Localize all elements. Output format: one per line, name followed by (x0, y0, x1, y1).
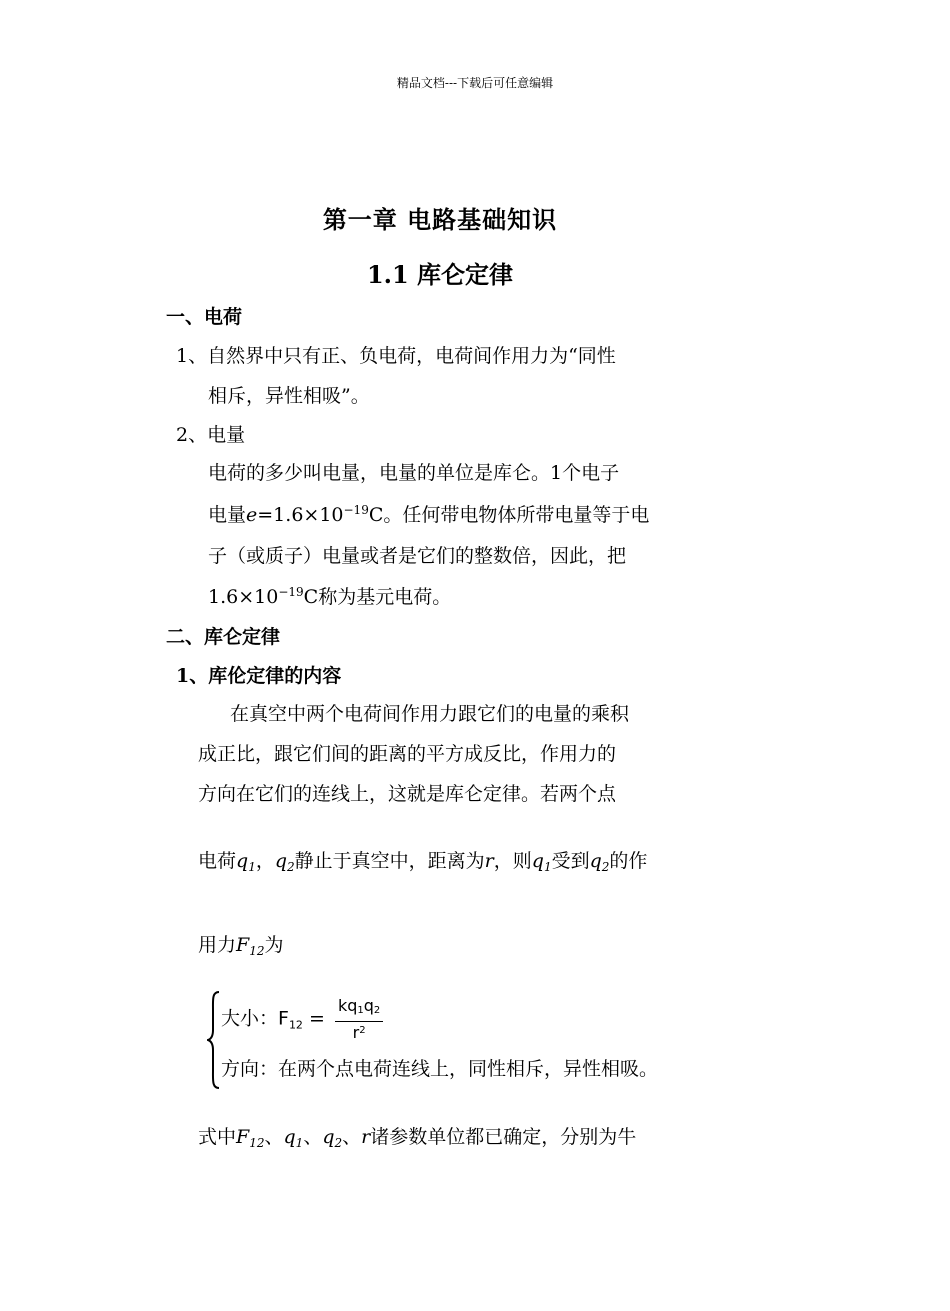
heading-coulomb-law: 二、库仑定律 (166, 626, 281, 648)
para-line3: 方向在它们的连线上，这就是库仑定律。若两个点 (198, 783, 617, 805)
subheading-law-content: 1、库伦定律的内容 (176, 665, 342, 687)
item2-line1: 电荷的多少叫电量，电量的单位是库仑。1个电子 (208, 462, 620, 484)
item2-line4: $1.6\times 10^{-19}C$称为基元电荷。 (208, 585, 452, 608)
para-line6: 式中$F_{12}$、$q_1$、$q_2$、r诸参数单位都已确定，分别为牛 (198, 1126, 637, 1150)
para-line1: 在真空中两个电荷间作用力跟它们的电量的乘积 (230, 703, 630, 725)
item2-line2: 电量$e=1.6\times 10^{-19}C$。任何带电物体所带电量等于电 (208, 503, 650, 526)
item2-heading: 2、电量 (176, 424, 246, 446)
para-line2: 成正比，跟它们间的距离的平方成反比，作用力的 (198, 743, 617, 765)
formula-magnitude: 大小：$F_{12}$ = $\frac{kq_1q_2}{r^2}$ (221, 996, 383, 1042)
chapter-title: 第一章 电路基础知识 (322, 205, 558, 234)
formula-fraction: $\frac{kq_1q_2}{r^2}$ (335, 996, 383, 1042)
formula-direction: 方向：在两个点电荷连线上，同性相斥，异性相吸。 (221, 1058, 659, 1080)
item2-line3: 子（或质子）电量或者是它们的整数倍，因此，把 (208, 545, 627, 567)
item1-line2: 相斥，异性相吸”。 (208, 385, 370, 407)
section-title: 1.1 库仑定律 (366, 260, 514, 289)
left-brace-icon (207, 990, 221, 1090)
page-header: 精品文档---下载后可任意编辑 (396, 76, 554, 90)
coulomb-formula (207, 990, 727, 1090)
heading-charge: 一、电荷 (166, 306, 243, 328)
para-line5: 用力$F_{12}$为 (198, 934, 284, 958)
item1-line1: 1、自然界中只有正、负电荷，电荷间作用力为“同性 (176, 345, 616, 367)
para-line4: 电荷$q_1$，$q_2$静止于真空中，距离为r，则$q_1$受到$q_2$的作 (198, 850, 648, 874)
